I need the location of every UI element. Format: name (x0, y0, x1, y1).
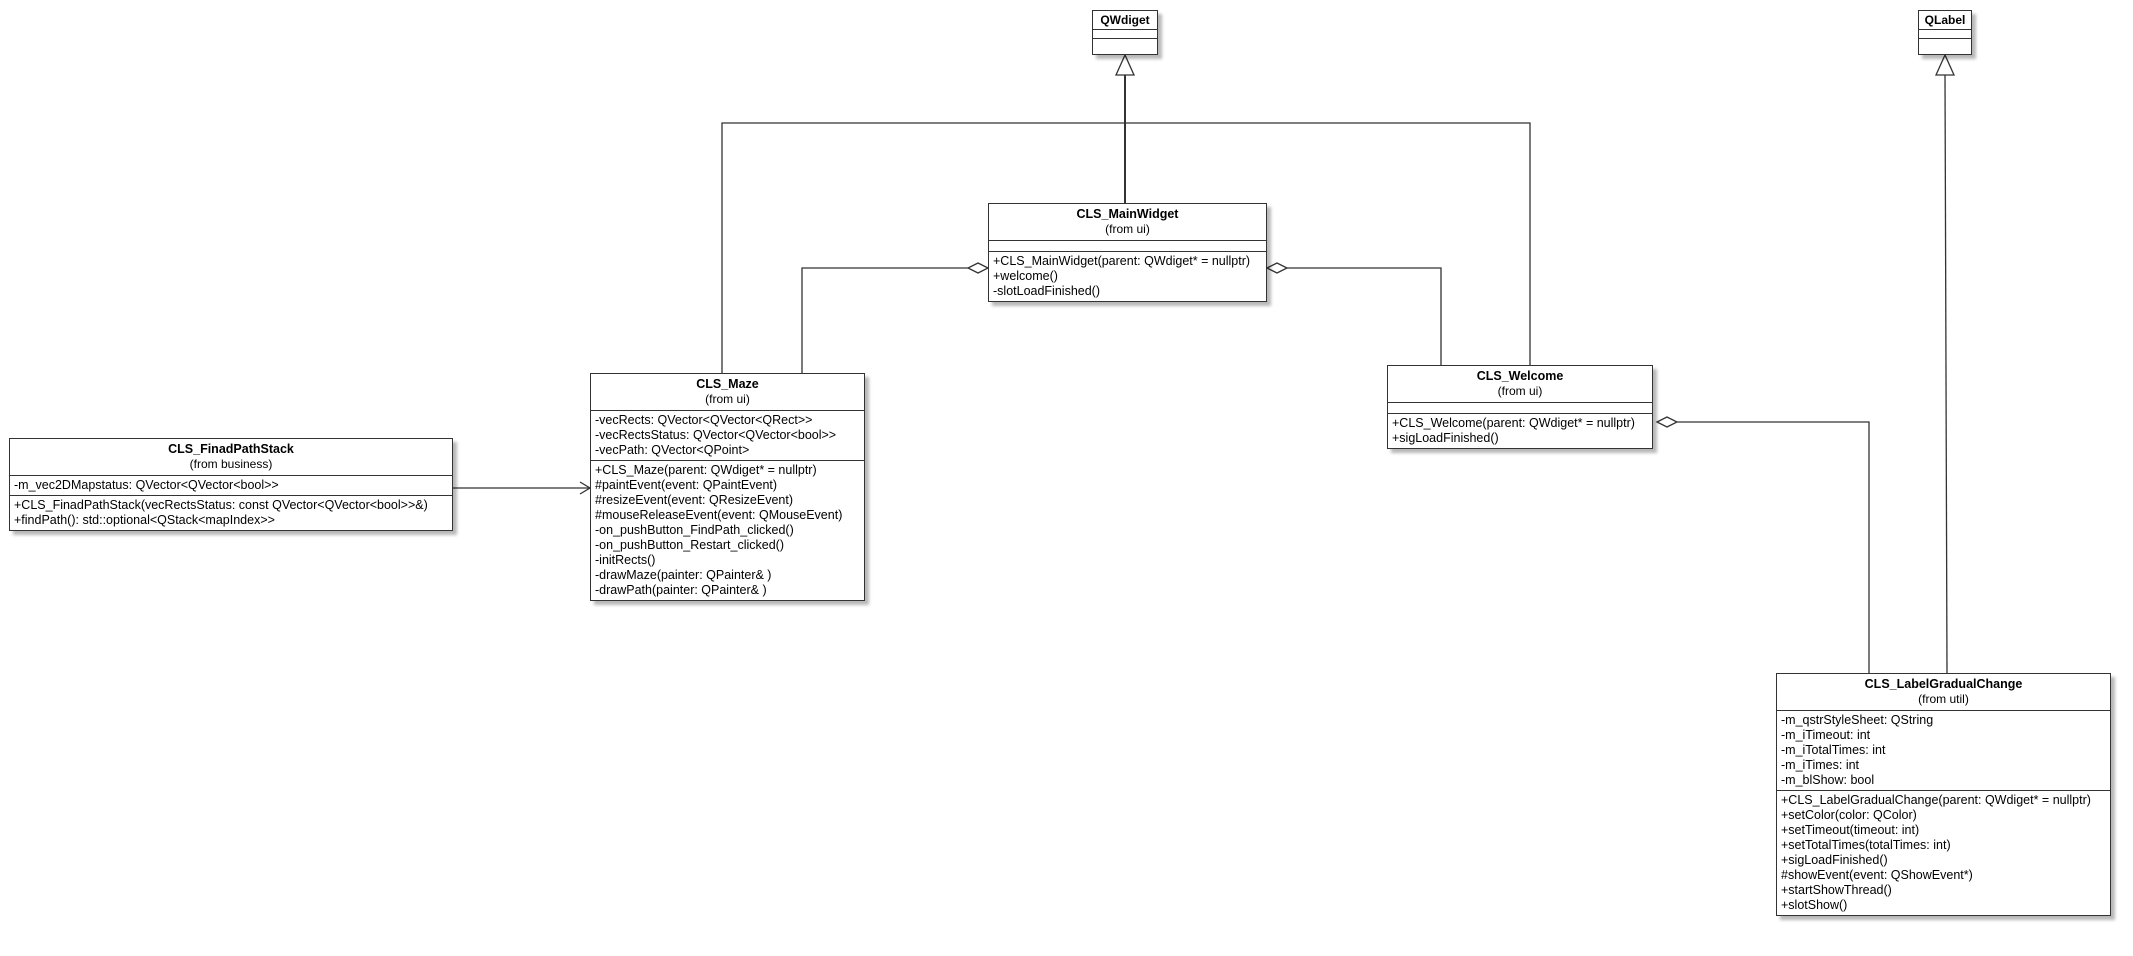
class-package: (from util) (1918, 692, 1969, 706)
operation: +CLS_Maze(parent: QWdiget* = nullptr) (595, 463, 817, 477)
aggregation-diamond-mainwidget-right (1267, 263, 1287, 273)
attributes-compartment (1388, 402, 1652, 413)
attribute: -m_iTotalTimes: int (1781, 743, 1886, 757)
operation: +setColor(color: QColor) (1781, 808, 1917, 822)
attributes-compartment (989, 240, 1266, 251)
aggregation-mainwidget-welcome (1287, 268, 1441, 365)
operation: +sigLoadFinished() (1781, 853, 1888, 867)
operation: #resizeEvent(event: QResizeEvent) (595, 493, 794, 507)
operation: +CLS_Welcome(parent: QWdiget* = nullptr) (1392, 416, 1635, 430)
class-labelgradualchange[interactable] (1776, 673, 2111, 916)
class-package: (from ui) (1105, 222, 1150, 236)
class-name: CLS_Maze (696, 377, 759, 391)
operation: +CLS_LabelGradualChange(parent: QWdiget* = nullptr) (1781, 793, 2091, 807)
class-name: CLS_LabelGradualChange (1864, 677, 2023, 691)
operation: -drawMaze(painter: QPainter& ) (595, 568, 772, 582)
operation: +welcome() (993, 269, 1058, 283)
generalization-arrowhead-qwdiget (1116, 55, 1134, 75)
operation: #showEvent(event: QShowEvent*) (1781, 868, 1973, 882)
attribute: -m_qstrStyleSheet: QString (1781, 713, 1934, 727)
operation: +findPath(): std::optional<QStack<mapIndex>> (14, 513, 275, 527)
operation: -on_pushButton_FindPath_clicked() (595, 523, 794, 537)
attributes-compartment (1777, 710, 2110, 790)
operation: +slotShow() (1781, 898, 1848, 912)
attribute: -vecPath: QVector<QPoint> (595, 443, 750, 457)
class-qwdiget[interactable] (1092, 10, 1158, 55)
operations-compartment (1777, 790, 2110, 915)
aggregation-diamond-mainwidget-left (968, 263, 988, 273)
attributes-compartment (591, 410, 864, 460)
aggregation-mainwidget-maze (802, 268, 968, 373)
class-name: QWdiget (1100, 13, 1150, 27)
operations-compartment (1388, 413, 1652, 448)
class-header (10, 439, 452, 475)
operation: +CLS_FinadPathStack(vecRectsStatus: const QVector<QVector<bool>>&) (14, 498, 428, 512)
class-qlabel[interactable] (1918, 10, 1972, 55)
class-header (1093, 11, 1157, 29)
operation: -initRects() (595, 553, 656, 567)
operation: -drawPath(painter: QPainter& ) (595, 583, 767, 597)
operation: -slotLoadFinished() (993, 284, 1100, 298)
attribute: -vecRectsStatus: QVector<QVector<bool>> (595, 428, 837, 442)
operations-compartment (1093, 38, 1157, 47)
attribute: -vecRects: QVector<QVector<QRect>> (595, 413, 813, 427)
attributes-compartment (10, 475, 452, 495)
operation: #mouseReleaseEvent(event: QMouseEvent) (595, 508, 843, 522)
attribute: -m_iTimeout: int (1781, 728, 1871, 742)
class-header (1777, 674, 2110, 710)
operation: +startShowThread() (1781, 883, 1892, 897)
class-welcome[interactable] (1387, 365, 1653, 449)
aggregation-diamond-welcome (1657, 417, 1677, 427)
operations-compartment (591, 460, 864, 600)
class-finadpathstack[interactable] (9, 438, 453, 531)
operations-compartment (10, 495, 452, 530)
class-header (1388, 366, 1652, 402)
class-package: (from ui) (1497, 384, 1543, 398)
operation: #paintEvent(event: QPaintEvent) (595, 478, 778, 492)
attribute: -m_blShow: bool (1781, 773, 1875, 787)
generalization-labelgradualchange-to-qlabel (1945, 75, 1947, 673)
class-name: CLS_FinadPathStack (168, 442, 294, 456)
operations-compartment (989, 251, 1266, 301)
attribute: -m_iTimes: int (1781, 758, 1860, 772)
class-mainwidget[interactable] (988, 203, 1267, 302)
attributes-compartment (1093, 29, 1157, 38)
attribute: -m_vec2DMapstatus: QVector<QVector<bool>> (14, 478, 279, 492)
class-header (1919, 11, 1971, 29)
operation: +CLS_MainWidget(parent: QWdiget* = nullptr) (993, 254, 1251, 268)
operation: -on_pushButton_Restart_clicked() (595, 538, 784, 552)
operation: +setTotalTimes(totalTimes: int) (1781, 838, 1951, 852)
class-package: (from ui) (705, 392, 750, 406)
operation: +setTimeout(timeout: int) (1781, 823, 1920, 837)
attributes-compartment (1919, 29, 1971, 38)
class-name: CLS_Welcome (1476, 369, 1564, 383)
aggregation-welcome-labelgradualchange (1677, 422, 1869, 673)
class-header (989, 204, 1266, 240)
class-name: CLS_MainWidget (1076, 207, 1179, 221)
class-name: QLabel (1924, 13, 1966, 27)
generalization-arrowhead-qlabel (1936, 55, 1954, 75)
operations-compartment (1919, 38, 1971, 47)
operation: +sigLoadFinished() (1392, 431, 1499, 445)
class-maze[interactable] (590, 373, 865, 601)
class-header (591, 374, 864, 410)
class-package: (from business) (189, 457, 273, 471)
